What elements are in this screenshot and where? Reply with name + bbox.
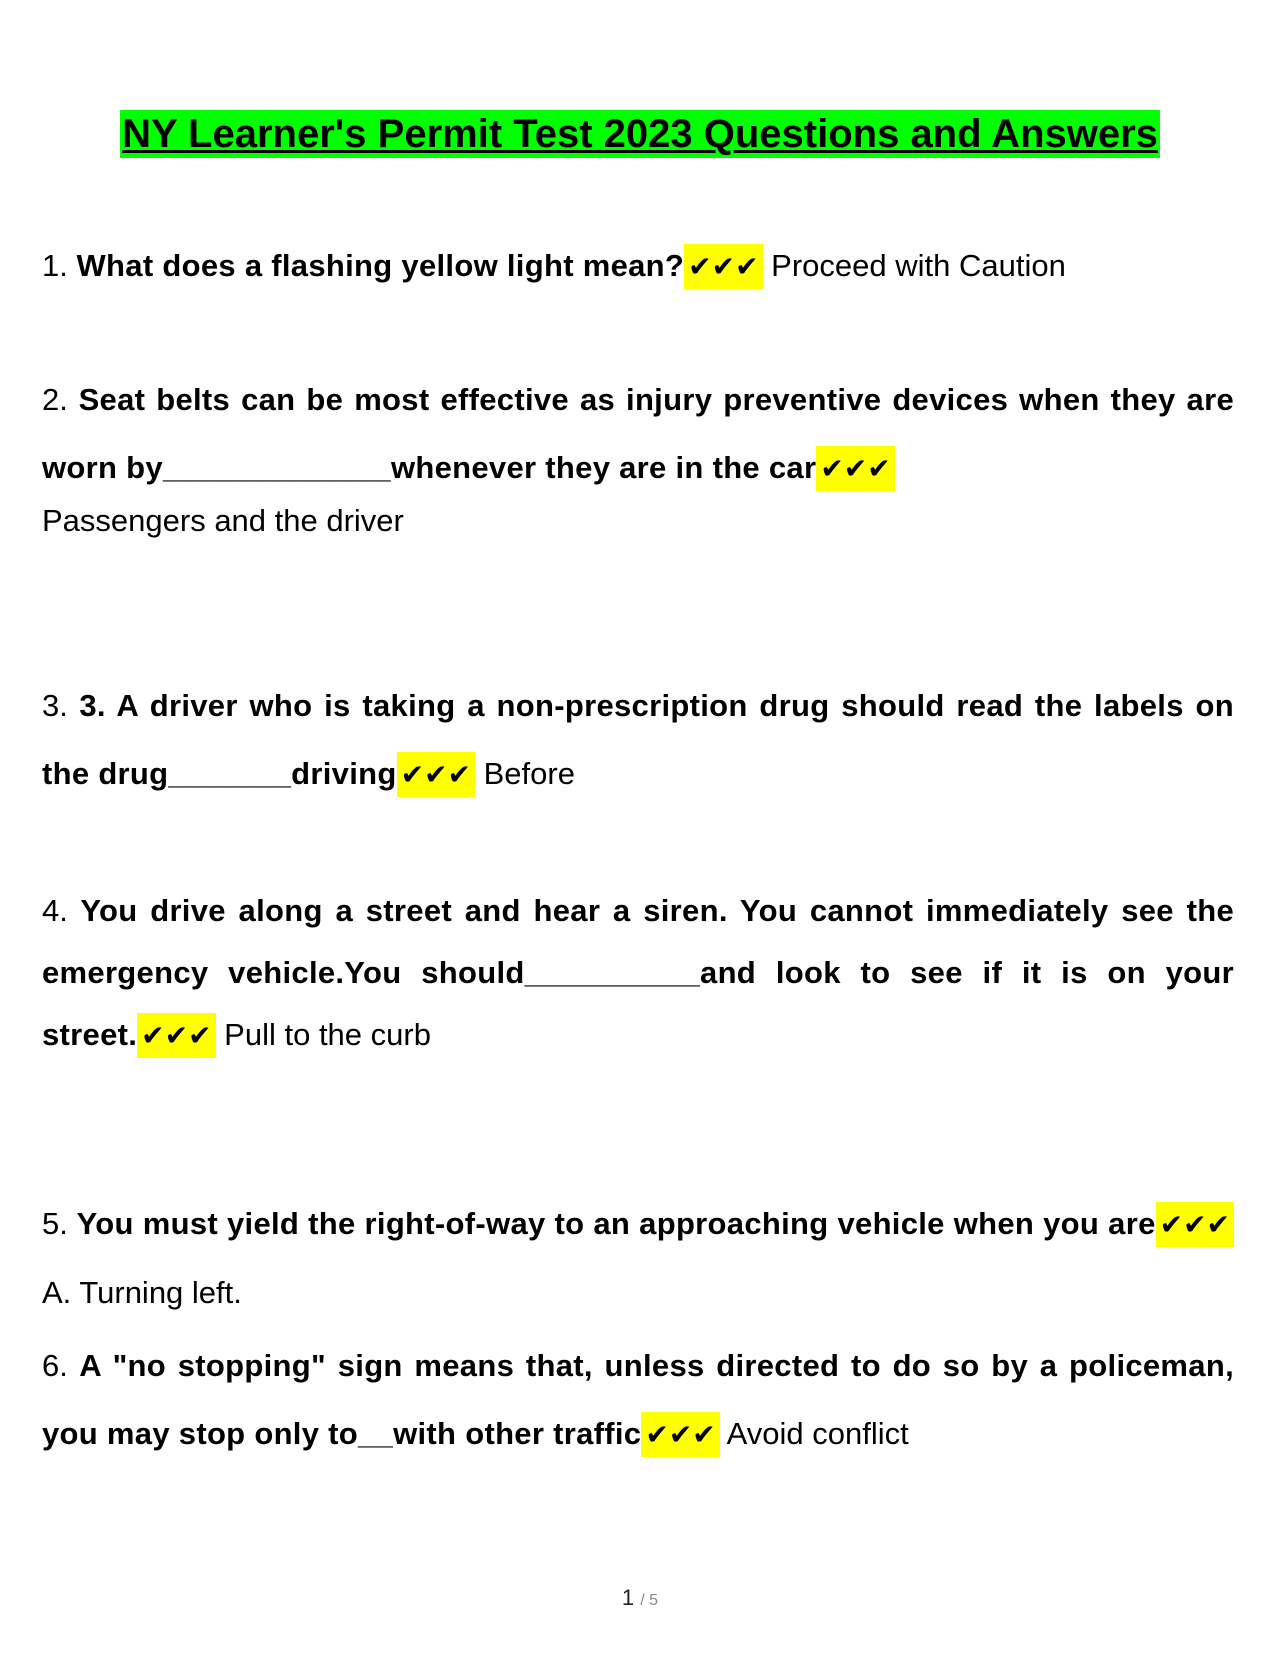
question-number: 5. xyxy=(42,1206,68,1241)
question-5 xyxy=(42,1190,1234,1327)
check-mark-icon: ✔✔✔ xyxy=(1156,1202,1234,1247)
answer-text: Pull to the curb xyxy=(224,1017,431,1052)
question-text: You drive along a street and hear a siren. You cannot immediately see the emergency vehicle.You should__________and look to see if it is on your street. xyxy=(42,893,1234,1052)
question-1 xyxy=(42,232,1234,301)
answer-text: Proceed with Caution xyxy=(771,248,1066,283)
page-indicator xyxy=(0,1585,1280,1611)
current-page-number: 1 xyxy=(621,1585,635,1610)
total-pages: / 5 xyxy=(640,1592,659,1609)
question-text: You must yield the right-of-way to an approaching vehicle when you are xyxy=(76,1206,1156,1241)
check-mark-icon: ✔✔✔ xyxy=(397,752,475,797)
check-mark-icon: ✔✔✔ xyxy=(684,244,762,289)
answer-text: A. Turning left. xyxy=(42,1275,242,1310)
answer-text: Passengers and the driver xyxy=(42,503,404,538)
question-text: 3. A driver who is taking a non-prescription drug should read the labels on the drug_______driving xyxy=(42,688,1234,791)
question-3 xyxy=(42,672,1234,809)
question-number: 2. xyxy=(42,382,68,417)
question-number: 4. xyxy=(42,893,68,928)
question-number: 3. xyxy=(42,688,68,723)
question-text: Seat belts can be most effective as injury preventive devices when they are worn by_____________whenever they are in the car xyxy=(42,382,1234,485)
check-mark-icon: ✔✔✔ xyxy=(641,1412,719,1457)
check-mark-icon: ✔✔✔ xyxy=(816,446,894,491)
question-number: 6. xyxy=(42,1348,68,1383)
check-mark-icon: ✔✔✔ xyxy=(137,1013,215,1058)
question-6 xyxy=(42,1332,1234,1469)
question-4 xyxy=(42,880,1234,1067)
answer-text: Avoid conflict xyxy=(726,1416,909,1451)
answer-text: Before xyxy=(483,756,575,791)
title-wrap xyxy=(0,110,1280,158)
question-text: A "no stopping" sign means that, unless directed to do so by a policeman, you may stop only to__with other traffic xyxy=(42,1348,1234,1451)
document-title: NY Learner's Permit Test 2023 Questions and Answers xyxy=(122,112,1158,156)
question-2 xyxy=(42,366,1234,545)
question-text: What does a flashing yellow light mean? xyxy=(76,248,685,283)
question-number: 1. xyxy=(42,248,68,283)
